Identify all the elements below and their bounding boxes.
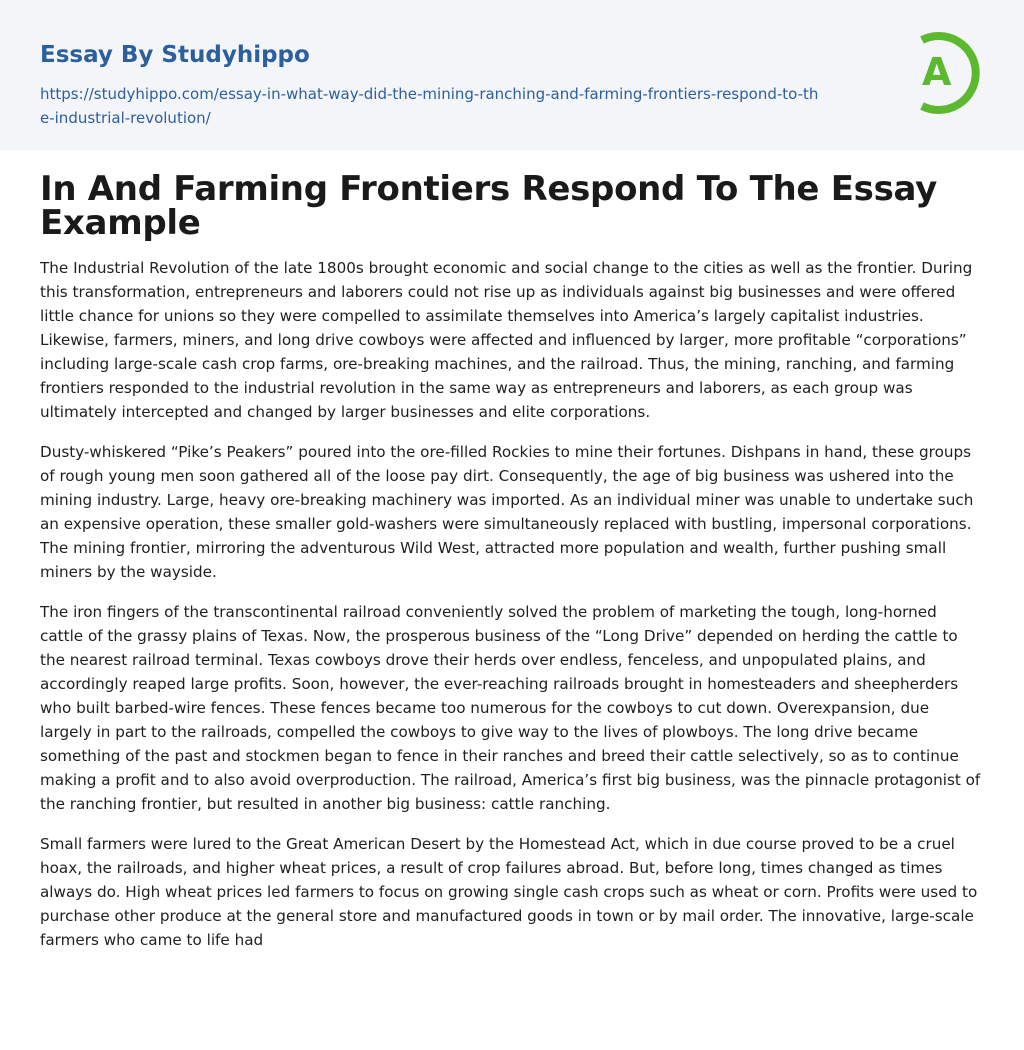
essay-paragraph: Small farmers were lured to the Great American Desert by the Homestead Act, which in due course proved to be a cruel hoax, the railroads, and higher wheat prices, a result of crop failures abroad. But, before long, times changed as times always do. High wheat prices led farmers to focus on growing single cash crops such as wheat or corn. Profits were used to purchase other produce at the general store and manufactured goods in town or by mail order. The innovative, large-scale farmers who came to life had bbox=[40, 835, 978, 949]
logo-ring-icon bbox=[896, 28, 986, 118]
page-title: In And Farming Frontiers Respond To The Essay Example bbox=[40, 169, 937, 243]
essay-url-link[interactable]: https://studyhippo.com/essay-in-what-way-did-the-mining-ranching-and-farming-frontiers-respond-to-the-industrial-revolution/ bbox=[40, 85, 819, 127]
essay-paragraph: The iron fingers of the transcontinental railroad conveniently solved the problem of marketing the tough, long-horned cattle of the grassy plains of Texas. Now, the prosperous business of the “Long Drive” depended on herding the cattle to the nearest railroad terminal. Texas cowboys drove their herds over endless, fenceless, and unpopulated plains, and accordingly reaped large profits. Soon, however, the ever-reaching railroads brought in homesteaders and sheepherders who built barbed-wire fences. These fences became too numerous for the cowboys to cut down. Overexpansion, due largely in part to the railroads, compelled the cowboys to give way to the lives of plowboys. The long drive became something of the past and stockmen began to fence in their ranches and breed their cattle selectively, so as to continue making a profit and to also avoid overproduction. The railroad, America’s first big business, was the pinnacle protagonist of the ranching frontier, but resulted in another big business: cattle ranching. bbox=[40, 603, 981, 813]
essay-content bbox=[0, 150, 1024, 952]
site-header bbox=[0, 0, 1024, 150]
brand-name[interactable]: Essay By Studyhippo bbox=[40, 42, 310, 68]
logo-letter: A bbox=[922, 50, 952, 94]
essay-paragraph: The Industrial Revolution of the late 1800s brought economic and social change to the cities as well as the frontier. During this transformation, entrepreneurs and laborers could not rise up as individuals against big businesses and were offered little chance for unions so they were compelled to assimilate themselves into America’s largely capitalist industries. Likewise, farmers, miners, and long drive cowboys were affected and influenced by larger, more profitable “corporations” including large-scale cash crop farms, ore-breaking machines, and the railroad. Thus, the mining, ranching, and farming frontiers responded to the industrial revolution in the same way as entrepreneurs and laborers, as each group was ultimately intercepted and changed by larger businesses and elite corporations. bbox=[40, 259, 973, 421]
studyhippo-logo[interactable] bbox=[896, 28, 986, 118]
essay-paragraph: Dusty-whiskered “Pike’s Peakers” poured into the ore-filled Rockies to mine their fortunes. Dishpans in hand, these groups of rough young men soon gathered all of the loose pay dirt. Consequently, the age of big business was ushered into the mining industry. Large, heavy ore-breaking machinery was imported. As an individual miner was unable to undertake such an expensive operation, these smaller gold-washers were simultaneously replaced with bustling, impersonal corporations. The mining frontier, mirroring the adventurous Wild West, attracted more population and wealth, further pushing small miners by the wayside. bbox=[40, 443, 974, 581]
